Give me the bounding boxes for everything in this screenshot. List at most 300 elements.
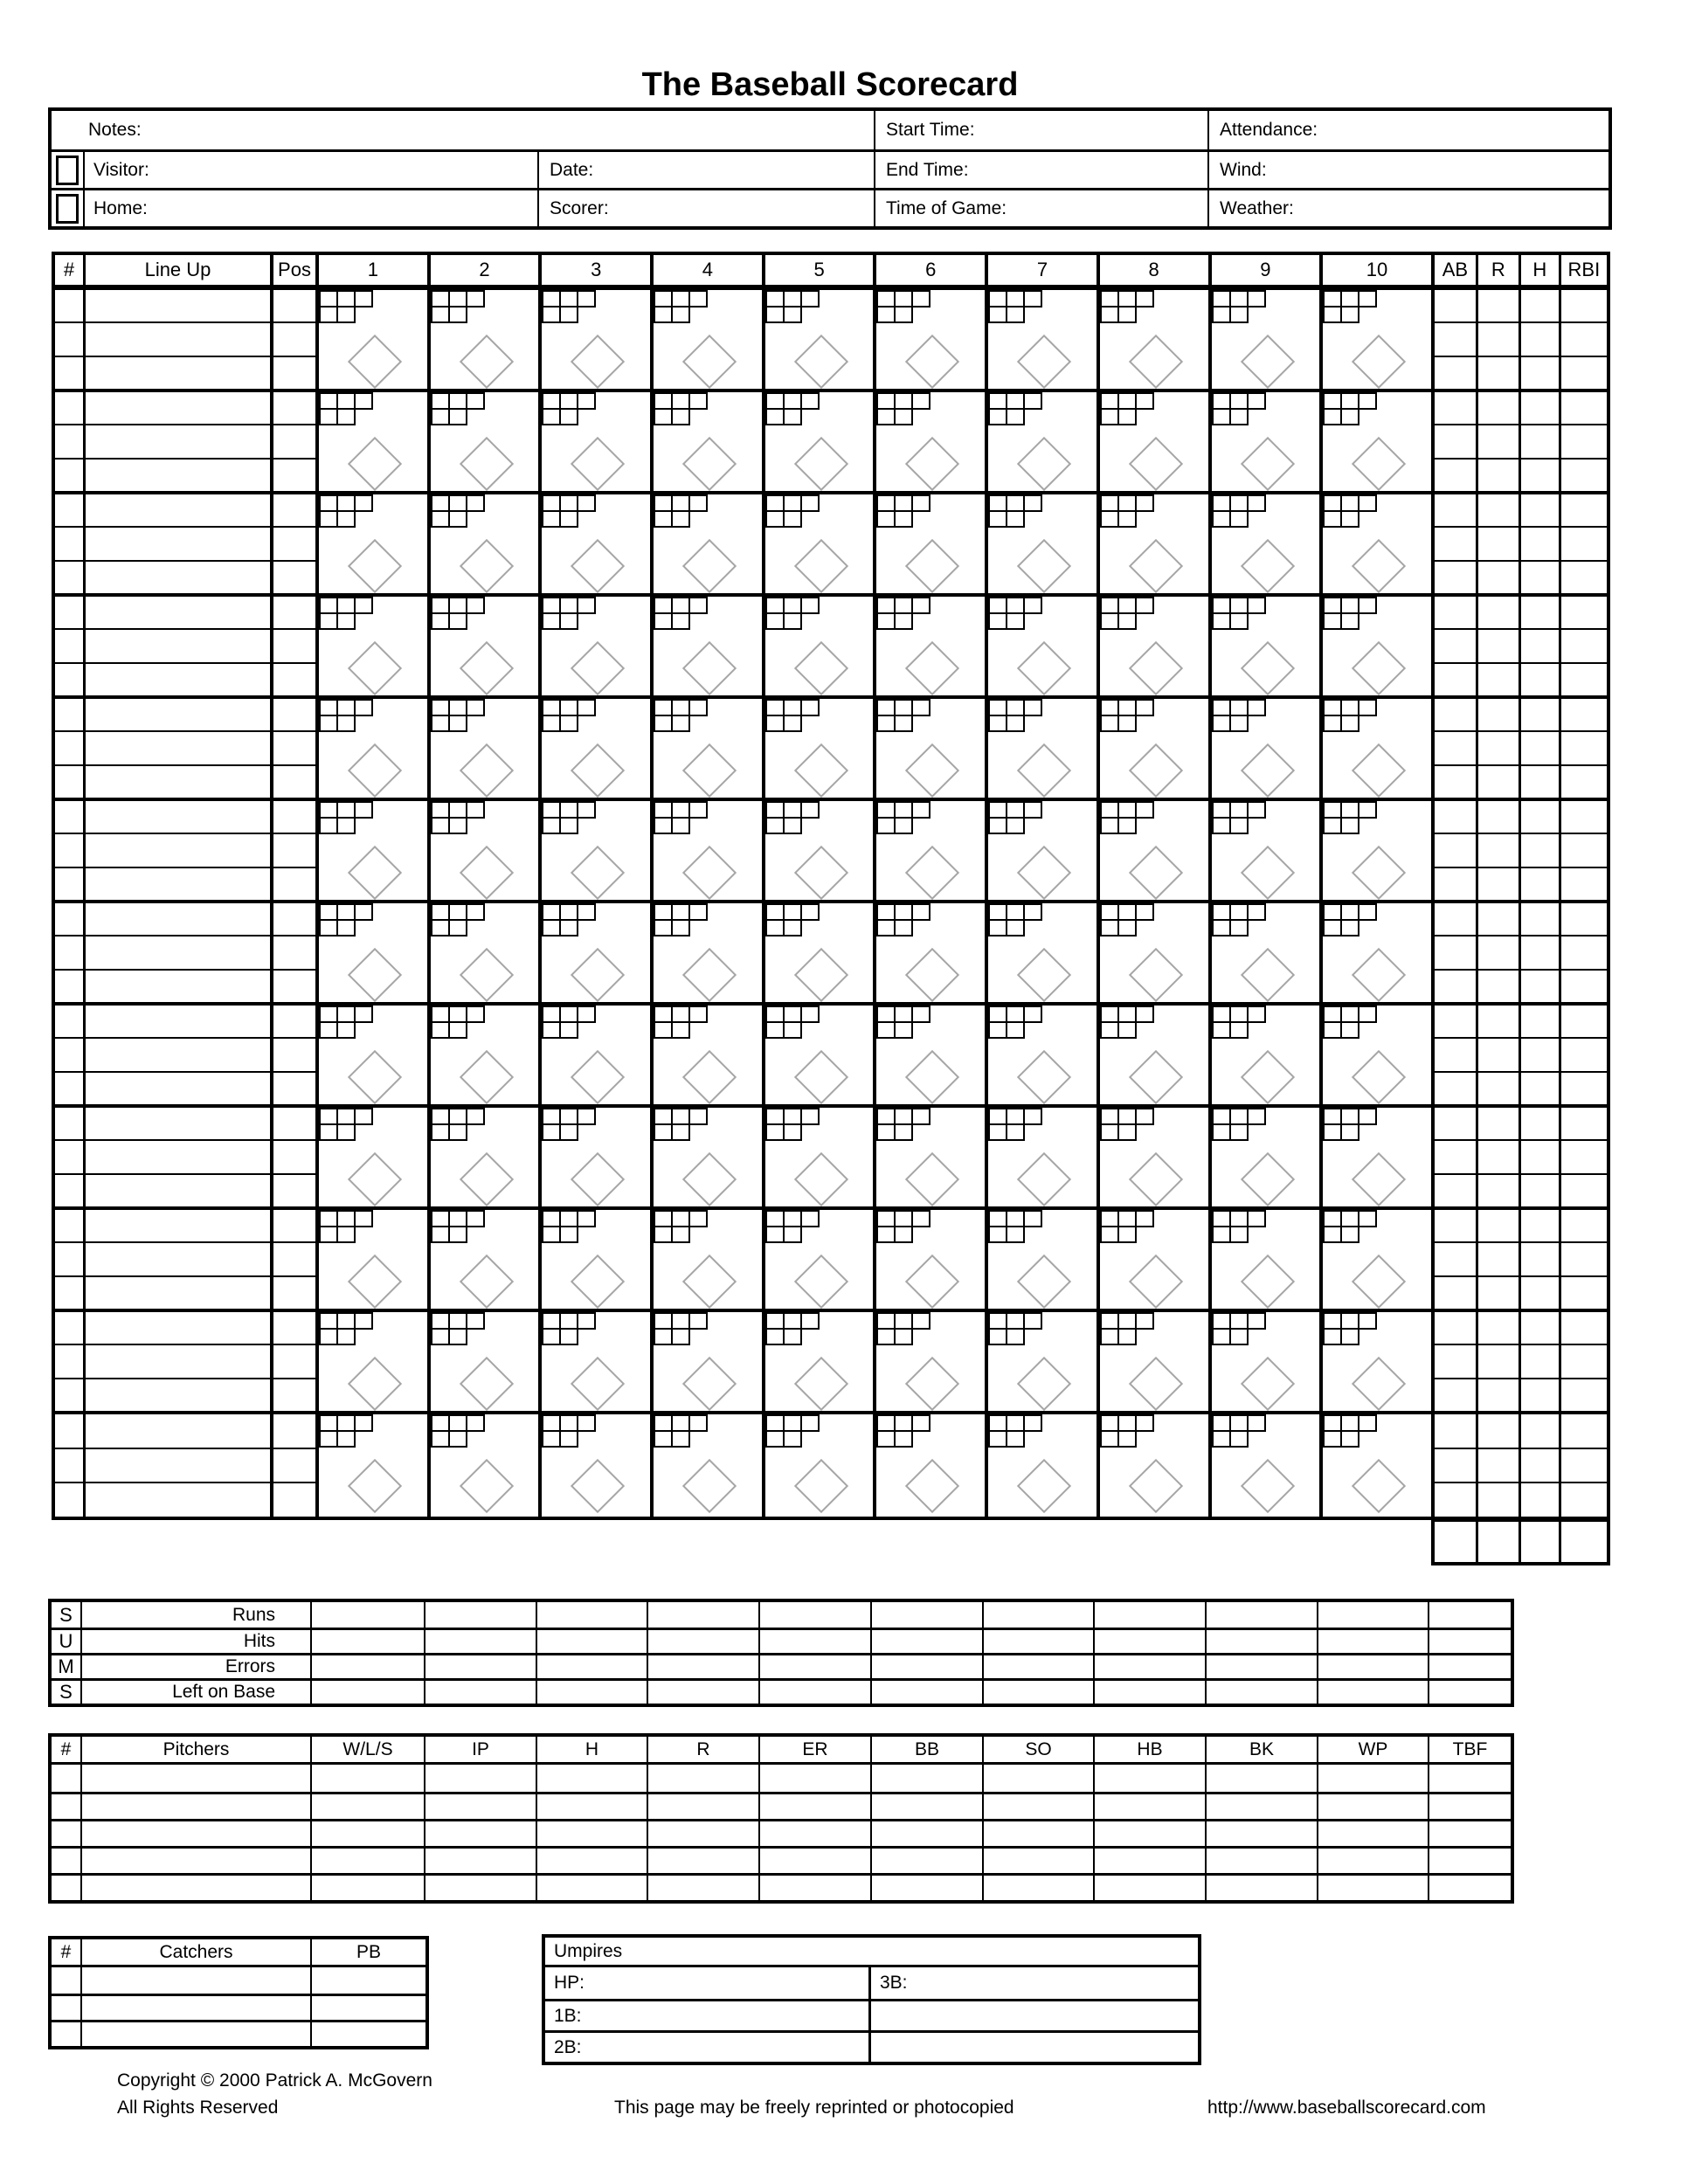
count-box[interactable] (542, 1226, 561, 1243)
count-box[interactable] (448, 1414, 467, 1432)
inning-cell[interactable] (1100, 1108, 1212, 1206)
count-box[interactable] (542, 1430, 561, 1448)
pitcher-so-cell[interactable] (984, 1849, 1095, 1873)
position-cell[interactable] (273, 935, 315, 968)
count-box[interactable] (1340, 1226, 1359, 1243)
hits-cell[interactable] (1521, 1241, 1559, 1275)
inning-cell[interactable] (765, 903, 877, 1002)
pitcher-so-cell[interactable] (984, 1876, 1095, 1900)
inning-cell[interactable] (1100, 1414, 1212, 1517)
count-box[interactable] (336, 290, 356, 308)
rbi-cell[interactable] (1561, 764, 1607, 798)
sums-inning-cell[interactable] (760, 1655, 872, 1678)
ab-cell[interactable] (1435, 597, 1476, 628)
count-box[interactable] (671, 1430, 690, 1448)
hits-cell[interactable] (1521, 458, 1559, 491)
count-box[interactable] (431, 510, 450, 528)
count-box[interactable] (1340, 1312, 1359, 1330)
count-box[interactable] (1212, 612, 1231, 630)
count-box[interactable] (1229, 1108, 1249, 1125)
count-box[interactable] (559, 919, 578, 936)
sums-inning-cell[interactable] (760, 1681, 872, 1704)
count-box[interactable] (1100, 494, 1119, 512)
runs-cell[interactable] (1478, 801, 1519, 833)
count-box[interactable] (765, 1210, 785, 1227)
inning-cell[interactable] (319, 1312, 431, 1411)
count-box[interactable] (765, 1414, 785, 1432)
count-box[interactable] (988, 408, 1007, 425)
pitcher-bk-cell[interactable] (1207, 1794, 1318, 1819)
rbi-cell[interactable] (1561, 730, 1607, 764)
count-box[interactable] (894, 699, 913, 716)
count-box[interactable] (466, 290, 485, 308)
date-field[interactable] (539, 152, 875, 188)
runs-cell[interactable] (1478, 424, 1519, 457)
position-cell[interactable] (273, 356, 315, 389)
count-box[interactable] (431, 715, 450, 732)
pitcher-h-cell[interactable] (537, 1876, 648, 1900)
count-box[interactable] (336, 306, 356, 323)
count-box[interactable] (688, 392, 708, 410)
inning-cell[interactable] (654, 801, 765, 900)
count-box[interactable] (1229, 597, 1249, 614)
count-box[interactable] (988, 1021, 1007, 1039)
sums-inning-cell[interactable] (425, 1630, 537, 1653)
rbi-cell[interactable] (1561, 1037, 1607, 1070)
home-checkbox[interactable] (56, 194, 79, 224)
pitcher-wls-cell[interactable] (312, 1849, 425, 1873)
player-number-cell[interactable] (55, 1448, 83, 1482)
hits-cell[interactable] (1521, 1006, 1559, 1037)
count-box[interactable] (988, 612, 1007, 630)
inning-cell[interactable] (1212, 1414, 1324, 1517)
count-box[interactable] (1340, 919, 1359, 936)
hits-cell[interactable] (1521, 1312, 1559, 1344)
count-box[interactable] (688, 597, 708, 614)
count-box[interactable] (783, 699, 802, 716)
count-box[interactable] (1100, 903, 1119, 921)
count-box[interactable] (654, 1108, 673, 1125)
count-box[interactable] (1100, 1006, 1119, 1023)
count-box[interactable] (1323, 290, 1342, 308)
count-box[interactable] (894, 392, 913, 410)
pitcher-num-cell[interactable] (52, 1849, 82, 1873)
sums-inning-cell[interactable] (1207, 1602, 1318, 1628)
count-box[interactable] (988, 510, 1007, 528)
sums-total-cell[interactable] (1429, 1630, 1511, 1653)
count-box[interactable] (1340, 510, 1359, 528)
count-box[interactable] (988, 494, 1007, 512)
count-box[interactable] (1229, 1312, 1249, 1330)
inning-cell[interactable] (988, 1312, 1100, 1411)
count-box[interactable] (1323, 612, 1342, 630)
pitcher-wls-cell[interactable] (312, 1765, 425, 1792)
count-box[interactable] (448, 903, 467, 921)
inning-cell[interactable] (1323, 1210, 1435, 1309)
count-box[interactable] (800, 494, 820, 512)
count-box[interactable] (671, 1312, 690, 1330)
count-box[interactable] (765, 919, 785, 936)
rbi-cell[interactable] (1561, 867, 1607, 900)
count-box[interactable] (654, 1312, 673, 1330)
count-box[interactable] (783, 1312, 802, 1330)
count-box[interactable] (800, 1210, 820, 1227)
count-box[interactable] (1100, 306, 1119, 323)
sums-inning-cell[interactable] (425, 1602, 537, 1628)
sums-inning-cell[interactable] (1095, 1630, 1207, 1653)
hits-cell[interactable] (1521, 1108, 1559, 1139)
rbi-cell[interactable] (1561, 1108, 1607, 1139)
inning-cell[interactable] (542, 494, 654, 593)
pitcher-ip-cell[interactable] (425, 1876, 537, 1900)
pitcher-er-cell[interactable] (760, 1821, 872, 1846)
count-box[interactable] (671, 612, 690, 630)
count-box[interactable] (894, 919, 913, 936)
runs-cell[interactable] (1478, 1006, 1519, 1037)
ab-cell[interactable] (1435, 1037, 1476, 1070)
count-box[interactable] (911, 1414, 930, 1432)
count-box[interactable] (988, 597, 1007, 614)
count-box[interactable] (559, 1328, 578, 1345)
hits-cell[interactable] (1521, 1275, 1559, 1309)
runs-cell[interactable] (1478, 1071, 1519, 1104)
hits-cell[interactable] (1521, 392, 1559, 424)
hits-cell[interactable] (1521, 628, 1559, 661)
position-cell[interactable] (273, 458, 315, 491)
count-box[interactable] (1006, 1123, 1025, 1141)
inning-cell[interactable] (319, 1006, 431, 1104)
count-box[interactable] (1100, 612, 1119, 630)
count-box[interactable] (988, 1226, 1007, 1243)
inning-cell[interactable] (1212, 392, 1324, 491)
inning-cell[interactable] (765, 801, 877, 900)
sums-inning-cell[interactable] (537, 1681, 648, 1704)
runs-cell[interactable] (1478, 699, 1519, 730)
inning-cell[interactable] (876, 494, 988, 593)
lineup-name-cell[interactable] (86, 458, 270, 491)
inning-cell[interactable] (1323, 1006, 1435, 1104)
inning-cell[interactable] (765, 1312, 877, 1411)
count-box[interactable] (542, 612, 561, 630)
pitcher-wp-cell[interactable] (1318, 1876, 1429, 1900)
inning-cell[interactable] (431, 1414, 543, 1517)
count-box[interactable] (1358, 903, 1377, 921)
count-box[interactable] (1117, 494, 1137, 512)
count-box[interactable] (1229, 1021, 1249, 1039)
pitcher-wp-cell[interactable] (1318, 1849, 1429, 1873)
lineup-name-cell[interactable] (86, 1275, 270, 1309)
count-box[interactable] (654, 1414, 673, 1432)
lineup-name-cell[interactable] (86, 730, 270, 764)
count-box[interactable] (577, 1312, 596, 1330)
count-box[interactable] (1247, 392, 1266, 410)
count-box[interactable] (1323, 392, 1342, 410)
count-box[interactable] (783, 408, 802, 425)
inning-cell[interactable] (542, 290, 654, 389)
position-cell[interactable] (273, 903, 315, 935)
count-box[interactable] (876, 510, 896, 528)
count-box[interactable] (1323, 1312, 1342, 1330)
pitcher-bb-cell[interactable] (872, 1821, 984, 1846)
count-box[interactable] (911, 1108, 930, 1125)
count-box[interactable] (1135, 699, 1154, 716)
count-box[interactable] (319, 699, 338, 716)
count-box[interactable] (1100, 1108, 1119, 1125)
lineup-name-cell[interactable] (86, 1210, 270, 1241)
position-cell[interactable] (273, 1071, 315, 1104)
count-box[interactable] (988, 290, 1007, 308)
count-box[interactable] (1229, 612, 1249, 630)
count-box[interactable] (1006, 699, 1025, 716)
count-box[interactable] (671, 290, 690, 308)
count-box[interactable] (1340, 494, 1359, 512)
count-box[interactable] (577, 1414, 596, 1432)
count-box[interactable] (559, 1414, 578, 1432)
count-box[interactable] (1023, 1210, 1042, 1227)
count-box[interactable] (988, 1414, 1007, 1432)
count-box[interactable] (654, 801, 673, 819)
sums-inning-cell[interactable] (872, 1681, 984, 1704)
count-box[interactable] (765, 1328, 785, 1345)
count-box[interactable] (1117, 817, 1137, 834)
count-box[interactable] (319, 1414, 338, 1432)
position-cell[interactable] (273, 424, 315, 457)
lineup-name-cell[interactable] (86, 903, 270, 935)
count-box[interactable] (654, 1430, 673, 1448)
count-box[interactable] (1212, 1430, 1231, 1448)
count-box[interactable] (1006, 1414, 1025, 1432)
catcher-num-cell[interactable] (52, 1967, 82, 1994)
player-number-cell[interactable] (55, 833, 83, 866)
runs-cell[interactable] (1478, 1275, 1519, 1309)
count-box[interactable] (448, 1123, 467, 1141)
count-box[interactable] (1229, 919, 1249, 936)
sums-inning-cell[interactable] (1318, 1655, 1429, 1678)
inning-cell[interactable] (876, 1414, 988, 1517)
count-box[interactable] (1117, 1210, 1137, 1227)
count-box[interactable] (448, 1108, 467, 1125)
count-box[interactable] (688, 1210, 708, 1227)
count-box[interactable] (448, 801, 467, 819)
count-box[interactable] (466, 1312, 485, 1330)
count-box[interactable] (1117, 903, 1137, 921)
count-box[interactable] (988, 1006, 1007, 1023)
pitcher-wls-cell[interactable] (312, 1876, 425, 1900)
count-box[interactable] (1135, 1006, 1154, 1023)
pitcher-num-cell[interactable] (52, 1794, 82, 1819)
inning-cell[interactable] (1100, 699, 1212, 798)
player-number-cell[interactable] (55, 1173, 83, 1206)
count-box[interactable] (688, 1312, 708, 1330)
inning-cell[interactable] (1100, 903, 1212, 1002)
count-box[interactable] (671, 1108, 690, 1125)
inning-cell[interactable] (654, 699, 765, 798)
inning-cell[interactable] (1212, 1108, 1324, 1206)
catcher-catchers-cell[interactable] (82, 1967, 312, 1994)
count-box[interactable] (654, 306, 673, 323)
runs-cell[interactable] (1478, 526, 1519, 559)
player-number-cell[interactable] (55, 1006, 83, 1037)
third-base-umpire-field[interactable] (871, 1967, 1198, 1999)
sums-inning-cell[interactable] (872, 1602, 984, 1628)
count-box[interactable] (448, 1006, 467, 1023)
count-box[interactable] (1229, 290, 1249, 308)
count-box[interactable] (354, 494, 373, 512)
count-box[interactable] (1117, 699, 1137, 716)
inning-cell[interactable] (431, 801, 543, 900)
inning-cell[interactable] (431, 392, 543, 491)
lineup-name-cell[interactable] (86, 1037, 270, 1070)
count-box[interactable] (336, 1006, 356, 1023)
count-box[interactable] (1212, 1328, 1231, 1345)
position-cell[interactable] (273, 1139, 315, 1172)
count-box[interactable] (1323, 1108, 1342, 1125)
count-box[interactable] (1340, 1414, 1359, 1432)
pitcher-r-cell[interactable] (648, 1794, 760, 1819)
count-box[interactable] (1229, 699, 1249, 716)
count-box[interactable] (688, 1006, 708, 1023)
count-box[interactable] (654, 408, 673, 425)
scorer-field[interactable] (539, 190, 875, 226)
count-box[interactable] (431, 1006, 450, 1023)
lineup-name-cell[interactable] (86, 969, 270, 1002)
count-box[interactable] (466, 903, 485, 921)
inning-cell[interactable] (319, 1210, 431, 1309)
count-box[interactable] (876, 306, 896, 323)
count-box[interactable] (1340, 1430, 1359, 1448)
count-box[interactable] (1323, 1210, 1342, 1227)
count-box[interactable] (1212, 801, 1231, 819)
count-box[interactable] (559, 408, 578, 425)
rbi-cell[interactable] (1561, 290, 1607, 321)
count-box[interactable] (1229, 715, 1249, 732)
ab-cell[interactable] (1435, 969, 1476, 1002)
catcher-pb-cell[interactable] (312, 1967, 425, 1994)
inning-cell[interactable] (765, 1210, 877, 1309)
inning-cell[interactable] (1100, 494, 1212, 593)
count-box[interactable] (1006, 1108, 1025, 1125)
pitcher-h-cell[interactable] (537, 1794, 648, 1819)
count-box[interactable] (1358, 1312, 1377, 1330)
count-box[interactable] (336, 903, 356, 921)
hits-cell[interactable] (1521, 730, 1559, 764)
position-cell[interactable] (273, 526, 315, 559)
hits-cell[interactable] (1521, 526, 1559, 559)
count-box[interactable] (448, 290, 467, 308)
inning-cell[interactable] (1323, 699, 1435, 798)
runs-cell[interactable] (1478, 1037, 1519, 1070)
count-box[interactable] (336, 408, 356, 425)
lineup-name-cell[interactable] (86, 1071, 270, 1104)
sums-inning-cell[interactable] (1207, 1655, 1318, 1678)
runs-cell[interactable] (1478, 867, 1519, 900)
count-box[interactable] (654, 817, 673, 834)
count-box[interactable] (800, 1414, 820, 1432)
pitcher-bk-cell[interactable] (1207, 1821, 1318, 1846)
rbi-cell[interactable] (1561, 494, 1607, 526)
rbi-cell[interactable] (1561, 1448, 1607, 1482)
count-box[interactable] (1229, 1006, 1249, 1023)
count-box[interactable] (1323, 408, 1342, 425)
pitcher-er-cell[interactable] (760, 1794, 872, 1819)
count-box[interactable] (765, 510, 785, 528)
count-box[interactable] (1358, 597, 1377, 614)
count-box[interactable] (1340, 699, 1359, 716)
count-box[interactable] (577, 1006, 596, 1023)
count-box[interactable] (1340, 290, 1359, 308)
count-box[interactable] (448, 1312, 467, 1330)
pitcher-er-cell[interactable] (760, 1876, 872, 1900)
count-box[interactable] (319, 1123, 338, 1141)
pitcher-h-cell[interactable] (537, 1821, 648, 1846)
count-box[interactable] (876, 903, 896, 921)
count-box[interactable] (319, 1210, 338, 1227)
count-box[interactable] (654, 494, 673, 512)
lineup-name-cell[interactable] (86, 1173, 270, 1206)
count-box[interactable] (1135, 1312, 1154, 1330)
count-box[interactable] (448, 392, 467, 410)
ab-cell[interactable] (1435, 1344, 1476, 1377)
lineup-name-cell[interactable] (86, 526, 270, 559)
count-box[interactable] (336, 597, 356, 614)
count-box[interactable] (1323, 817, 1342, 834)
sums-inning-cell[interactable] (1318, 1602, 1429, 1628)
count-box[interactable] (1212, 510, 1231, 528)
count-box[interactable] (1117, 510, 1137, 528)
count-box[interactable] (559, 597, 578, 614)
inning-cell[interactable] (1323, 1108, 1435, 1206)
lineup-name-cell[interactable] (86, 699, 270, 730)
pitcher-ip-cell[interactable] (425, 1849, 537, 1873)
count-box[interactable] (542, 1210, 561, 1227)
hits-cell[interactable] (1521, 969, 1559, 1002)
count-box[interactable] (1212, 408, 1231, 425)
count-box[interactable] (559, 699, 578, 716)
hits-cell[interactable] (1521, 764, 1559, 798)
rbi-cell[interactable] (1561, 628, 1607, 661)
count-box[interactable] (1247, 1312, 1266, 1330)
hits-cell[interactable] (1521, 1448, 1559, 1482)
position-cell[interactable] (273, 1448, 315, 1482)
sums-total-cell[interactable] (1429, 1681, 1511, 1704)
pitcher-num-cell[interactable] (52, 1765, 82, 1792)
count-box[interactable] (1212, 903, 1231, 921)
count-box[interactable] (336, 1226, 356, 1243)
count-box[interactable] (431, 408, 450, 425)
runs-cell[interactable] (1478, 290, 1519, 321)
ab-cell[interactable] (1435, 1071, 1476, 1104)
count-box[interactable] (1247, 1006, 1266, 1023)
count-box[interactable] (876, 1108, 896, 1125)
count-box[interactable] (765, 1021, 785, 1039)
inning-cell[interactable] (542, 801, 654, 900)
count-box[interactable] (336, 392, 356, 410)
attendance-field[interactable] (1209, 111, 1608, 149)
count-box[interactable] (800, 1006, 820, 1023)
inning-cell[interactable] (1100, 1210, 1212, 1309)
hits-cell[interactable] (1521, 424, 1559, 457)
count-box[interactable] (1323, 1226, 1342, 1243)
count-box[interactable] (1323, 919, 1342, 936)
position-cell[interactable] (273, 494, 315, 526)
hits-cell[interactable] (1521, 1071, 1559, 1104)
rbi-cell[interactable] (1561, 424, 1607, 457)
count-box[interactable] (1229, 801, 1249, 819)
count-box[interactable] (876, 1210, 896, 1227)
count-box[interactable] (1358, 1006, 1377, 1023)
position-cell[interactable] (273, 1344, 315, 1377)
count-box[interactable] (336, 817, 356, 834)
